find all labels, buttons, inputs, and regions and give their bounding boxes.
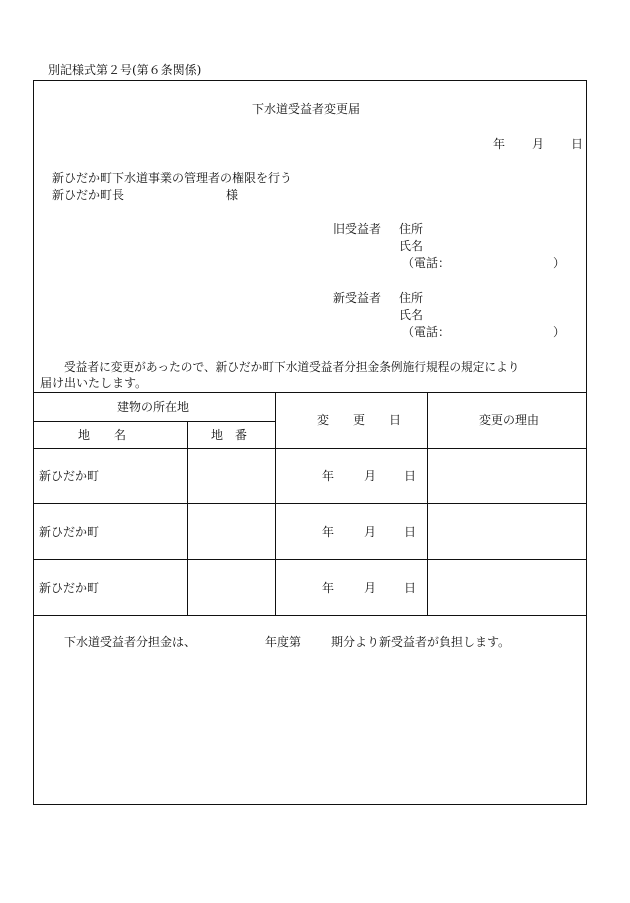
old-name-label: 氏名	[399, 239, 424, 253]
table-bottom-border	[33, 615, 587, 616]
row-month-label: 月	[364, 525, 377, 539]
place-lot-divider	[187, 421, 188, 615]
subheader-divider	[33, 421, 275, 422]
row-month-label: 月	[364, 581, 377, 595]
row-day-label: 日	[404, 469, 417, 483]
row-place-name: 新ひだか町	[39, 469, 100, 483]
row-day-label: 日	[404, 525, 417, 539]
burden-prefix: 下水道受益者分担金は、	[64, 635, 197, 649]
row-day-label: 日	[404, 581, 417, 595]
row-year-label: 年	[322, 469, 335, 483]
header-bottom-border	[33, 448, 587, 449]
new-name-label: 氏名	[399, 308, 424, 322]
row-place-name: 新ひだか町	[39, 525, 100, 539]
burden-fiscal-year: 年度第	[265, 635, 302, 649]
new-phone-close: ）	[553, 325, 566, 339]
date-day-label: 日	[571, 137, 584, 151]
old-beneficiary-label: 旧受益者	[333, 222, 382, 236]
building-location-header: 建物の所在地	[117, 400, 190, 414]
new-phone-open: （電話：	[402, 325, 451, 339]
date-year-label: 年	[493, 137, 506, 151]
reason-header: 変更の理由	[479, 413, 540, 427]
addressee-line2: 新ひだか町長	[52, 188, 125, 202]
statement-line2: 届け出いたします。	[40, 376, 148, 390]
old-address-label: 住所	[399, 222, 424, 236]
change-date-header: 変 更 日	[317, 413, 402, 427]
new-beneficiary-label: 新受益者	[333, 291, 382, 305]
row-month-label: 月	[364, 469, 377, 483]
row-year-label: 年	[322, 581, 335, 595]
date-month-label: 月	[532, 137, 545, 151]
table-top-border	[33, 392, 587, 393]
form-title: 下水道受益者変更届	[252, 102, 361, 116]
statement-line1: 受益者に変更があったので、新ひだか町下水道受益者分担金条例施行規程の規定により	[64, 360, 520, 374]
date-reason-divider	[427, 392, 428, 615]
row-place-name: 新ひだか町	[39, 581, 100, 595]
form-number: 別記様式第２号(第６条関係)	[48, 63, 202, 77]
lot-number-header: 地 番	[211, 428, 248, 442]
location-date-divider	[275, 392, 276, 615]
addressee-honorific: 様	[226, 188, 239, 202]
new-address-label: 住所	[399, 291, 424, 305]
burden-suffix: 期分より新受益者が負担します。	[331, 635, 511, 649]
addressee-line1: 新ひだか町下水道事業の管理者の権限を行う	[52, 171, 293, 185]
old-phone-close: ）	[553, 256, 566, 270]
row2-bottom-border	[33, 559, 587, 560]
old-phone-open: （電話：	[402, 256, 451, 270]
row-year-label: 年	[322, 525, 335, 539]
row1-bottom-border	[33, 503, 587, 504]
place-name-header: 地 名	[78, 428, 127, 442]
